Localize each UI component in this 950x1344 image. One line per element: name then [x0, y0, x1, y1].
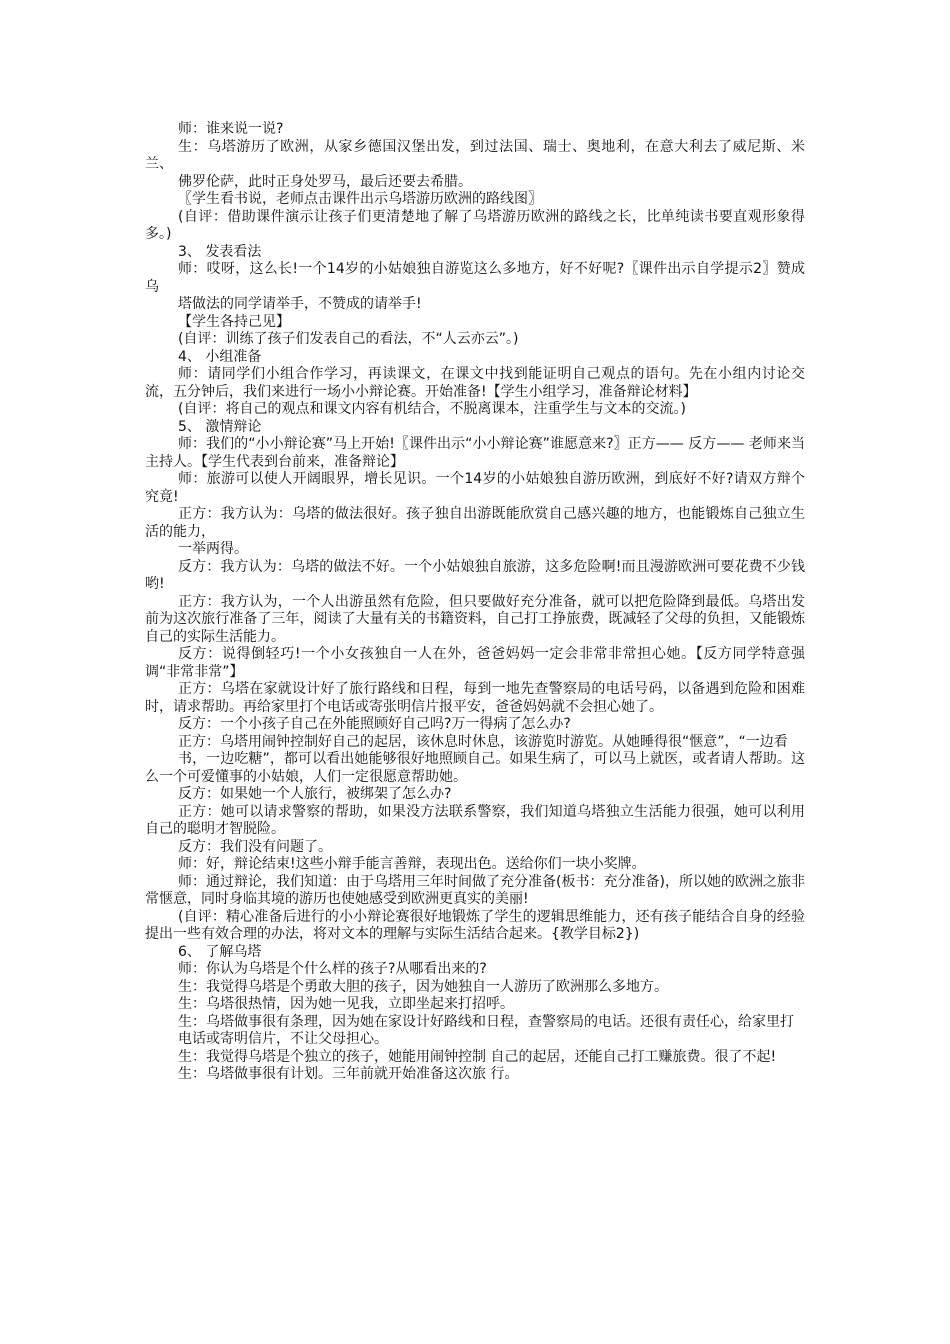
- paragraph: 书，一边吃糖”，都可以看出她能够很好地照顾自己。如果生病了，可以马上就医，或者请人帮助。这么一个可爱懂事的小姑娘，人们一定很愿意帮助她。: [145, 751, 805, 785]
- paragraph: (自评：精心准备后进行的小小辩论赛很好地锻炼了学生的逻辑思维能力，还有孩子能结合自身的经验提出一些有效合理的办法，将对文本的理解与实际生活结合起来。{教学目标2}): [145, 908, 805, 942]
- paragraph: 师：我们的“小小辩论赛”马上开始!〖课件出示“小小辩论赛”谁愿意来?〗正方—— 反方—— 老师来当主持人。【学生代表到台前来，准备辩论】: [145, 436, 805, 470]
- paragraph: 一举两得。: [178, 541, 248, 557]
- paragraph: 塔做法的同学请举手，不赞成的请举手!: [178, 296, 422, 312]
- paragraph: 反方：一个小孩子自己在外能照顾好自己吗?万一得病了怎么办?: [178, 716, 571, 732]
- paragraph: 佛罗伦萨，此时正身处罗马，最后还要去希腊。: [178, 173, 472, 190]
- paragraph: 正方：我方认为：乌塔的做法很好。孩子独自出游既能欣赏自己感兴趣的地方，也能锻炼自己独立生活的能力，: [145, 506, 805, 540]
- paragraph: 师：通过辩论，我们知道：由于乌塔用三年时间做了充分准备(板书：充分准备)，所以她的欧洲之旅非常惬意，同时身临其境的游历也使她感受到欧洲更真实的美丽!: [145, 873, 805, 907]
- paragraph: 【学生各持己见】: [178, 313, 290, 330]
- paragraph: 反方：我方认为：乌塔的做法不好。一个小姑娘独自旅游，这多危险啊!而且漫游欧洲可要花费不少钱哟!: [145, 558, 805, 592]
- paragraph: 师：谁来说一说?: [178, 121, 284, 137]
- paragraph: 正方：我方认为，一个人出游虽然有危险，但只要做好充分准备，就可以把危险降到最低。乌塔出发前为这次旅行准备了三年，阅读了大量有关的书籍资料，自己打工挣旅费，既减轻了父母的负担，又能锻炼自己的实际生活能力。: [145, 593, 805, 645]
- paragraph: 5、 激情辩论: [178, 418, 262, 435]
- paragraph: 正方：乌塔在家就设计好了旅行路线和日程，每到一地先查警察局的电话号码，以备遇到危险和困难时，请求帮助。再给家里打个电话或寄张明信片报平安，爸爸妈妈就不会担心她了。: [145, 681, 805, 715]
- paragraph: 师：请同学们小组合作学习，再读课文，在课文中找到能证明自己观点的语句。先在小组内讨论交流，五分钟后，我们来进行一场小小辩论赛。开始准备!【学生小组学习，准备辩论材料】: [145, 366, 805, 400]
- paragraph: 师：旅游可以使人开阔眼界，增长见识。一个14岁的小姑娘独自游历欧洲，到底好不好?请双方辩个究竟!: [145, 471, 805, 505]
- paragraph: 生：乌塔游历了欧洲，从家乡德国汉堡出发，到过法国、瑞士、奥地利，在意大利去了威尼斯、米兰、: [145, 138, 805, 172]
- paragraph: 反方：说得倒轻巧!一个小女孩独自一人在外，爸爸妈妈一定会非常非常担心她。【反方同学特意强调“非常非常”】: [145, 646, 805, 680]
- paragraph: 正方：乌塔用闹钟控制好自己的起居，该休息时休息，该游览时游览。从她睡得很“惬意”，“一边看: [178, 733, 788, 750]
- paragraph: 电话或寄明信片，不让父母担心。: [178, 1031, 388, 1047]
- paragraph: 生：乌塔很热情，因为她一见我，立即坐起来打招呼。: [178, 996, 514, 1012]
- paragraph: (自评：将自己的观点和课文内容有机结合，不脱离课本，注重学生与文本的交流。): [178, 401, 686, 417]
- paragraph: 4、 小组准备: [178, 348, 262, 365]
- paragraph: 师：哎呀，这么长!一个14岁的小姑娘独自游览这么多地方，好不好呢?〖课件出示自学提示2〗赞成乌: [145, 261, 805, 295]
- paragraph: (自评：借助课件演示让孩子们更清楚地了解了乌塔游历欧洲的路线之长，比单纯读书要直观形象得多。): [145, 208, 805, 242]
- paragraph: 6、 了解乌塔: [178, 943, 262, 960]
- paragraph: 生：乌塔做事很有计划。三年前就开始准备这次旅 行。: [178, 1066, 519, 1082]
- paragraph: 师：你认为乌塔是个什么样的孩子?从哪看出来的?: [178, 961, 487, 977]
- paragraph: 〖学生看书说，老师点击课件出示乌塔游历欧洲的路线图〗: [178, 191, 542, 207]
- paragraph: (自评：训练了孩子们发表自己的看法，不“人云亦云”。): [178, 331, 519, 347]
- paragraph: 生：我觉得乌塔是个勇敢大胆的孩子，因为她独自一人游历了欧洲那么多地方。: [178, 978, 668, 995]
- paragraph: 师：好，辩论结束!这些小辩手能言善辩，表现出色。送给你们一块小奖牌。: [178, 856, 646, 872]
- paragraph: 反方：我们没有问题了。: [178, 838, 332, 855]
- paragraph: 生：乌塔做事很有条理，因为她在家设计好路线和日程，查警察局的电话。还很有责任心，给家里打: [178, 1013, 794, 1030]
- paragraph: 3、 发表看法: [178, 243, 262, 260]
- document-body: [145, 121, 805, 1084]
- paragraph: 反方：如果她一个人旅行，被绑架了怎么办?: [178, 786, 452, 802]
- paragraph: 正方：她可以请求警察的帮助，如果没方法联系警察，我们知道乌塔独立生活能力很强，她可以利用自己的聪明才智脱险。: [145, 803, 805, 837]
- paragraph: 生：我觉得乌塔是个独立的孩子，她能用闹钟控制 自己的起居，还能自己打工赚旅费。很了不起!: [178, 1048, 777, 1065]
